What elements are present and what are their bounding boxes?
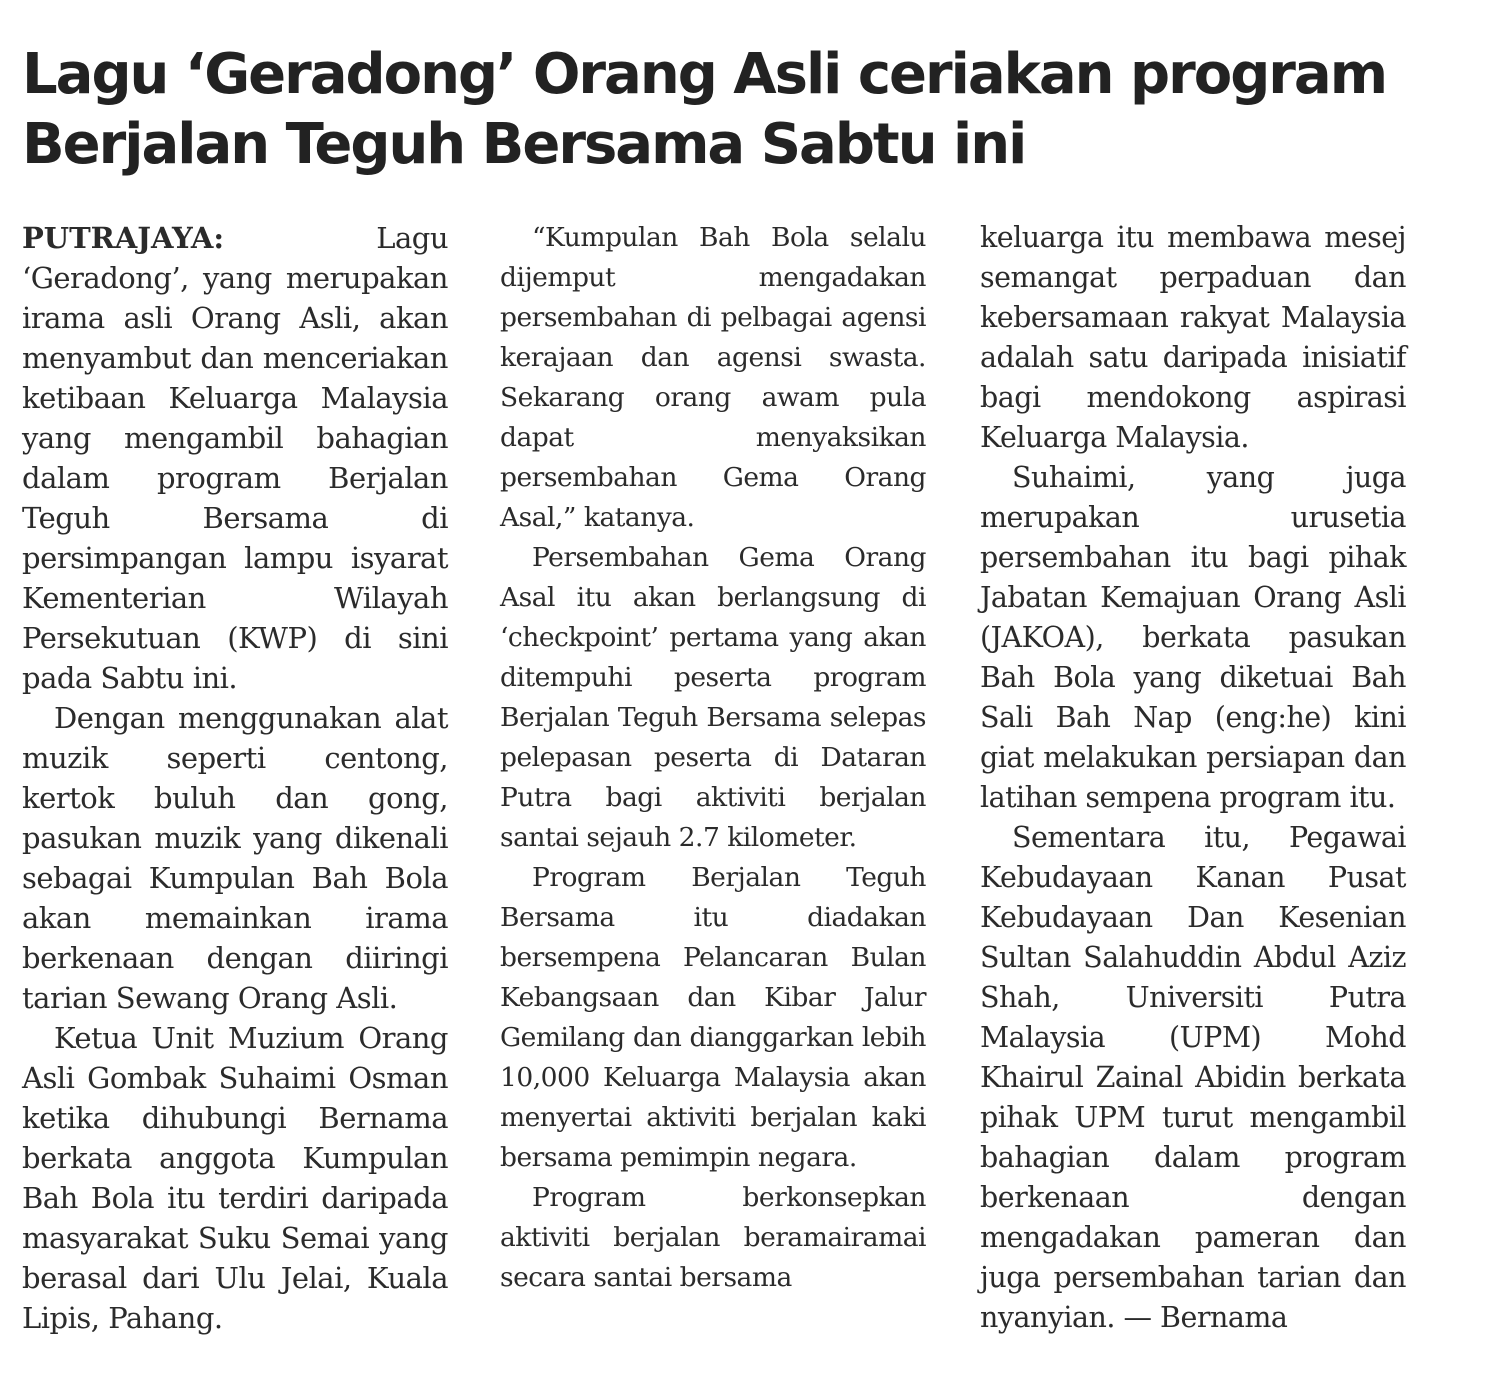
article-paragraph: Program berkonsepkan aktiviti berjalan beramairamai secara santai bersama (500, 1182, 926, 1293)
article-column-1 (22, 218, 448, 1338)
headline-line-1: Lagu ‘Geradong’ Orang Asli ceriakan program (22, 42, 1387, 107)
article-column-2 (500, 218, 926, 1298)
article-column-3 (980, 218, 1406, 1338)
article-paragraph: Program Berjalan Teguh Bersama itu diadakan bersempena Pelancaran Bulan Kebangsaan dan Kibar Jalur Gemilang dan dianggarkan lebih 10,000 Keluarga Malaysia akan menyertai aktiviti berjalan kaki bersama pemimpin negara. (500, 862, 926, 1173)
headline (22, 40, 1462, 180)
article-paragraph (22, 218, 448, 698)
article-paragraph: Persembahan Gema Orang Asal itu akan berlangsung di ‘checkpoint’ pertama yang akan ditempuhi peserta program Berjalan Teguh Bersama selepas pelepasan peserta di Dataran Putra bagi aktiviti berjalan santai sejauh 2.7 kilometer. (500, 542, 926, 853)
article-paragraph: Sementara itu, Pegawai Kebudayaan Kanan Pusat Kebudayaan Dan Kesenian Sultan Salahuddin Abdul Aziz Shah, Universiti Putra Malaysia (UPM) Mohd Khairul Zainal Abidin berkata pihak UPM turut mengambil bahagian dalam program berkenaan dengan mengadakan pameran dan juga persembahan tarian dan nyanyian. — Bernama (980, 821, 1406, 1334)
article-paragraph: “Kumpulan Bah Bola selalu dijemput mengadakan persembahan di pelbagai agensi kerajaan dan agensi swasta. Sekarang orang awam pula dapat menyaksikan persembahan Gema Orang Asal,” katanya. (500, 222, 926, 533)
dateline: PUTRAJAYA: (22, 221, 225, 255)
article-paragraph: Suhaimi, yang juga merupakan urusetia persembahan itu bagi pihak Jabatan Kemajuan Orang Asli (JAKOA), berkata pasukan Bah Bola yang diketuai Bah Sali Bah Nap (eng:he) kini giat melakukan persiapan dan latihan sempena program itu. (980, 461, 1406, 814)
article-paragraph: Ketua Unit Muzium Orang Asli Gombak Suhaimi Osman ketika dihubungi Bernama berkata anggota Kumpulan Bah Bola itu terdiri daripada masyarakat Suku Semai yang berasal dari Ulu Jelai, Kuala Lipis, Pahang. (22, 1021, 448, 1335)
headline-line-2: Berjalan Teguh Bersama Sabtu ini (22, 112, 1026, 177)
article-paragraph: Dengan menggunakan alat muzik seperti centong, kertok buluh dan gong, pasukan muzik yang dikenali sebagai Kumpulan Bah Bola akan memainkan irama berkenaan dengan diiringi tarian Sewang Orang Asli. (22, 701, 448, 1015)
article-paragraph: keluarga itu membawa mesej semangat perpaduan dan kebersamaan rakyat Malaysia adalah satu daripada inisiatif bagi mendokong aspirasi Keluarga Malaysia. (980, 221, 1406, 454)
paragraph-text: Lagu ‘Geradong’, yang merupakan irama asli Orang Asli, akan menyambut dan menceriakan ketibaan Keluarga Malaysia yang mengambil bahagian dalam program Berjalan Teguh Bersama di persimpangan lampu isyarat Kementerian Wilayah Persekutuan (KWP) di sini pada Sabtu ini. (22, 221, 448, 695)
